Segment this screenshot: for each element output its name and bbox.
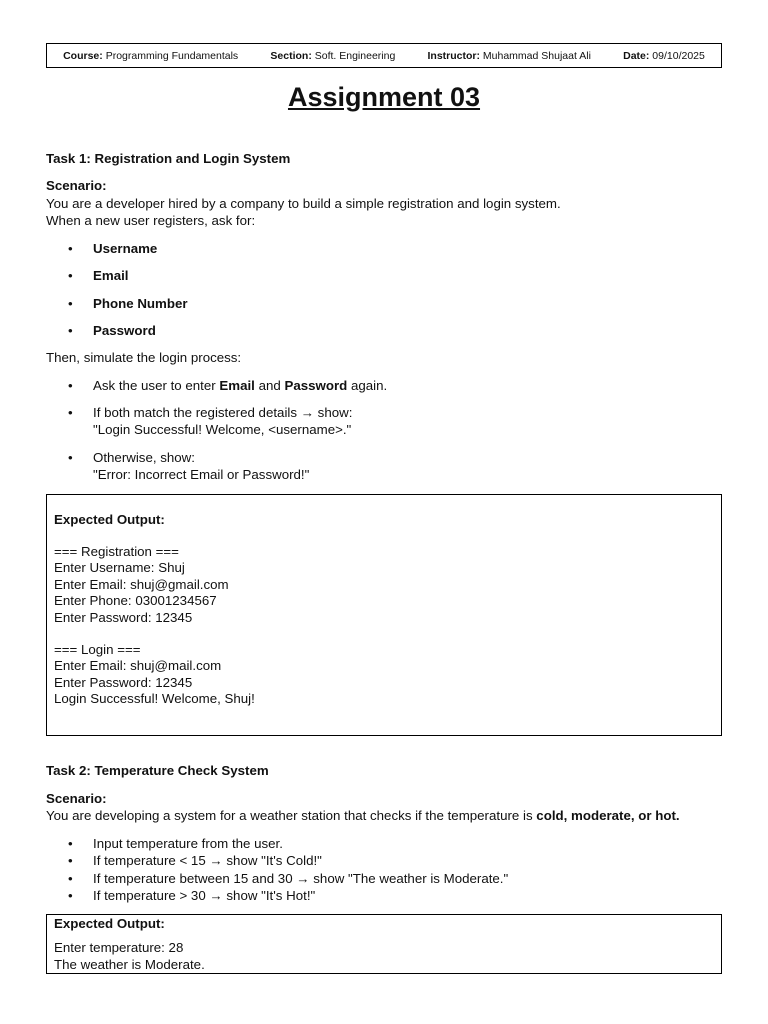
task2-scenario-label: Scenario: bbox=[46, 791, 107, 806]
output-line: Enter Phone: 03001234567 bbox=[54, 593, 217, 608]
task1-scenario-line1: You are a developer hired by a company to build a simple registration and login system. bbox=[46, 196, 561, 211]
task1-expected-output-box bbox=[46, 494, 722, 736]
output-line: Enter Password: 12345 bbox=[54, 610, 193, 625]
output-line: Enter Username: Shuj bbox=[54, 560, 185, 575]
output-line: The weather is Moderate. bbox=[54, 957, 205, 972]
task1-scenario-label: Scenario: bbox=[46, 178, 107, 193]
task2-expected-output-box bbox=[46, 914, 722, 974]
task2-heading: Task 2: Temperature Check System bbox=[46, 763, 269, 778]
output-line: === Registration === bbox=[54, 544, 179, 559]
output-line: Enter Email: shuj@mail.com bbox=[54, 658, 222, 673]
course-info: Course: Programming Fundamentals bbox=[63, 49, 239, 62]
task1-heading: Task 1: Registration and Login System bbox=[46, 151, 291, 166]
page-title: Assignment 03 bbox=[287, 82, 481, 112]
date-info: Date: 09/10/2025 bbox=[623, 49, 705, 62]
instructor-info: Instructor: Muhammad Shujaat Ali bbox=[427, 49, 591, 62]
expected-output-label: Expected Output: bbox=[54, 512, 165, 527]
output-line: Enter temperature: 28 bbox=[54, 940, 184, 955]
task2-scenario-text: You are developing a system for a weather station that checks if the temperature is cold, moderate, or hot. bbox=[46, 808, 680, 823]
output-line: Enter Password: 12345 bbox=[54, 675, 193, 690]
expected-output-label: Expected Output: bbox=[54, 916, 165, 931]
header-info-box bbox=[46, 43, 722, 68]
output-line: Enter Email: shuj@gmail.com bbox=[54, 577, 229, 592]
output-line: === Login === bbox=[54, 642, 141, 657]
task1-then-text: Then, simulate the login process: bbox=[46, 350, 242, 365]
task1-scenario-line2: When a new user registers, ask for: bbox=[46, 213, 256, 228]
section-info: Section: Soft. Engineering bbox=[270, 49, 396, 62]
output-line: Login Successful! Welcome, Shuj! bbox=[54, 691, 255, 706]
